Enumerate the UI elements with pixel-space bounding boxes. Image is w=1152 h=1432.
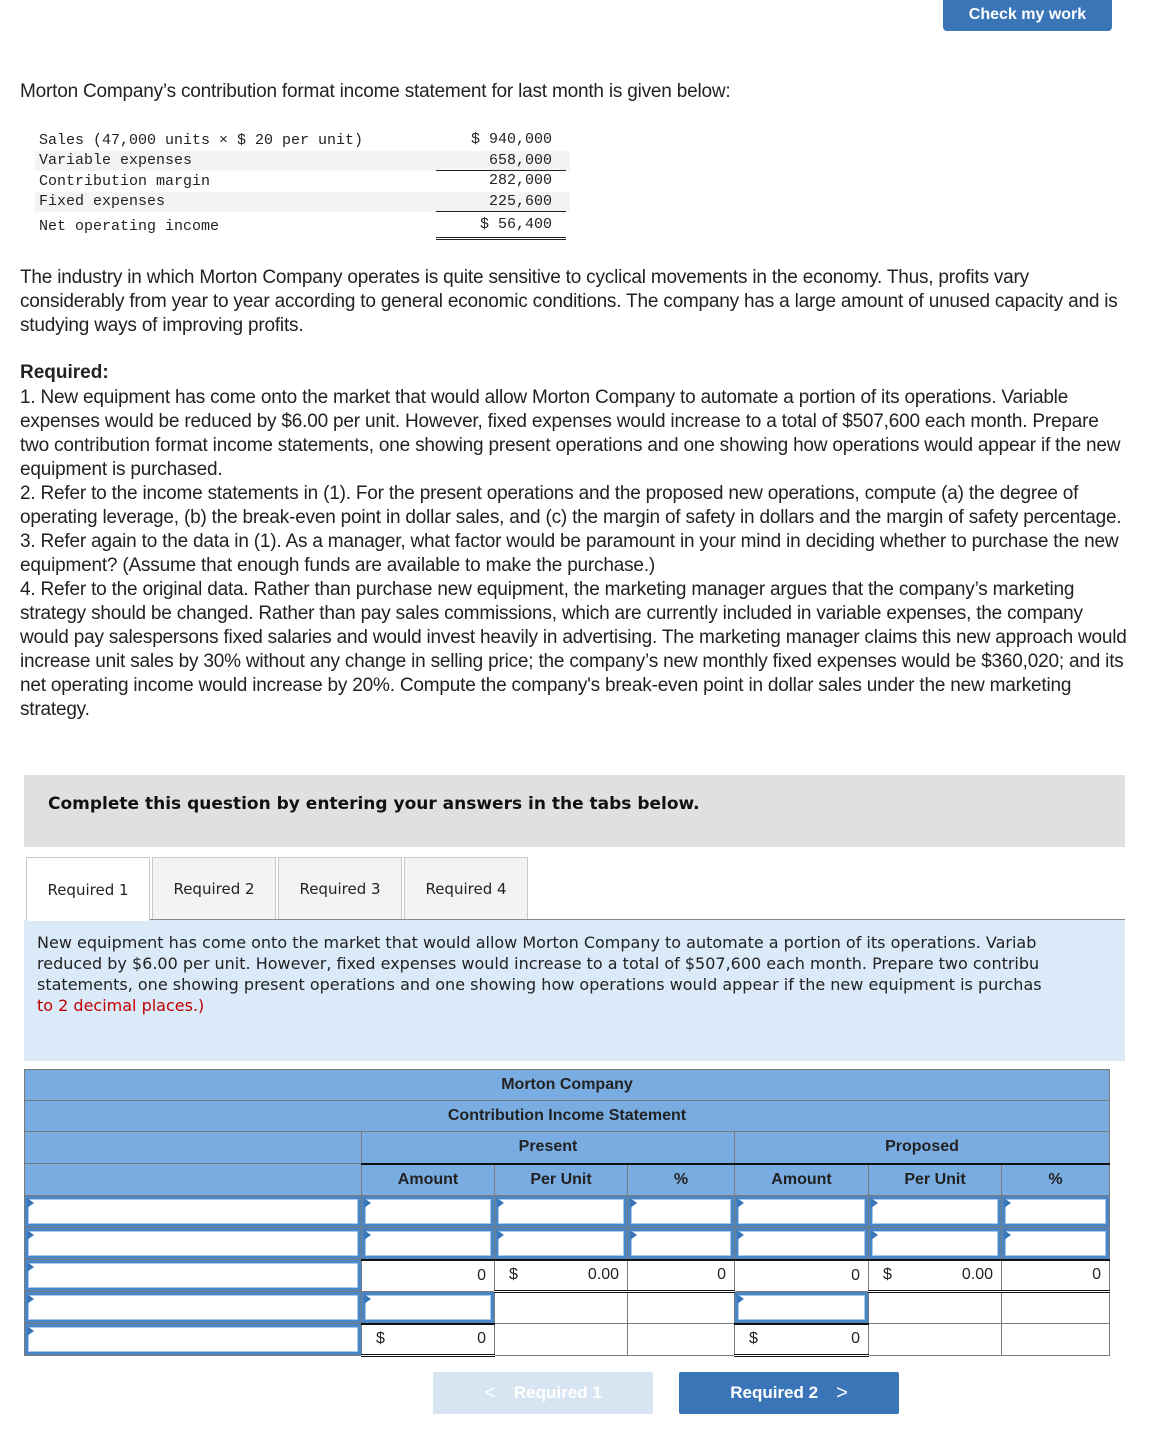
industry-paragraph: The industry in which Morton Company operates is quite sensitive to cyclical movements in the economy. Thus, profits vary considerably from year to year according to general economic conditions. The company has a large amount of unused capacity and is studying ways of improving profits. bbox=[20, 267, 1118, 336]
instructions-panel bbox=[24, 920, 1125, 1061]
company-name-header: Morton Company bbox=[25, 1070, 1110, 1101]
empty-cell bbox=[1002, 1292, 1110, 1324]
line-item-label-input[interactable] bbox=[25, 1292, 361, 1323]
empty-cell bbox=[495, 1324, 628, 1356]
present-amount-input[interactable] bbox=[362, 1292, 494, 1323]
empty-cell bbox=[869, 1324, 1002, 1356]
proposed-per-unit-value: $ 0.00 bbox=[883, 1266, 993, 1284]
table-row bbox=[25, 1324, 1110, 1356]
present-amount-input[interactable] bbox=[362, 1228, 494, 1259]
tab-required-4[interactable]: Required 4 bbox=[404, 857, 528, 920]
present-group-header: Present bbox=[362, 1132, 735, 1164]
proposed-amount-input[interactable] bbox=[735, 1292, 868, 1323]
proposed-amount-input[interactable] bbox=[735, 1196, 868, 1227]
tab-required-2[interactable]: Required 2 bbox=[152, 857, 276, 920]
proposed-net-income-value: $ 0 bbox=[749, 1330, 860, 1348]
complete-question-text: Complete this question by entering your answers in the tabs below. bbox=[48, 794, 700, 814]
dollar-sign: $ bbox=[509, 1266, 518, 1284]
proposed-per-unit-input[interactable] bbox=[869, 1228, 1001, 1259]
dollar-sign: $ bbox=[749, 1330, 758, 1348]
label-column-header bbox=[25, 1132, 362, 1164]
present-per-unit-header: Per Unit bbox=[495, 1164, 628, 1196]
statement-row-fixed-expenses bbox=[35, 192, 570, 213]
present-percent-header: % bbox=[628, 1164, 735, 1196]
empty-cell bbox=[628, 1292, 735, 1324]
income-statement-worksheet bbox=[24, 1069, 1110, 1357]
table-row bbox=[25, 1228, 1110, 1260]
statement-value: 282,000 bbox=[488, 172, 552, 189]
proposed-percent-header: % bbox=[1002, 1164, 1110, 1196]
dollar-sign: $ bbox=[883, 1266, 892, 1284]
statement-value: 225,600 bbox=[436, 192, 566, 213]
empty-cell bbox=[1002, 1324, 1110, 1356]
instructions-rounding-note: to 2 decimal places.) bbox=[37, 996, 205, 1015]
intro-text: Morton Company’s contribution format income statement for last month is given below: bbox=[20, 81, 731, 102]
chevron-left-icon: < bbox=[484, 1381, 496, 1404]
required-item-3: 3. Refer again to the data in (1). As a manager, what factor would be paramount in your mind in deciding whether to purchase the new equipment? (Assume that enough funds are available to make the purchase.) bbox=[20, 531, 1119, 576]
statement-title-header: Contribution Income Statement bbox=[25, 1101, 1110, 1132]
statement-value: 658,000 bbox=[436, 151, 566, 172]
check-my-work-button[interactable]: Check my work bbox=[943, 0, 1112, 31]
instructions-line: reduced by $6.00 per unit. However, fixed expenses would increase to a total of $507,600 each month. Prepare two contribu bbox=[37, 954, 1040, 973]
statement-row-contribution-margin bbox=[35, 171, 570, 192]
present-per-unit-input[interactable] bbox=[495, 1228, 627, 1259]
present-amount-input[interactable] bbox=[362, 1196, 494, 1227]
present-net-income-value: $ 0 bbox=[376, 1330, 486, 1348]
empty-cell bbox=[869, 1292, 1002, 1324]
statement-value: $ 940,000 bbox=[470, 131, 552, 148]
original-income-statement bbox=[35, 130, 570, 240]
statement-label: Contribution margin bbox=[39, 172, 211, 190]
table-row bbox=[25, 1196, 1110, 1228]
required-heading: Required: bbox=[20, 362, 109, 383]
proposed-amount-input[interactable] bbox=[735, 1228, 868, 1259]
instructions-text bbox=[37, 932, 1125, 1016]
instructions-line: statements, one showing present operations and one showing how operations would appear if the new equipment is purchas bbox=[37, 975, 1042, 994]
empty-cell bbox=[495, 1292, 628, 1324]
required-item-1: 1. New equipment has come onto the market that would allow Morton Company to automate a portion of its operations. Variable expenses would be reduced by $6.00 per unit. However, fixed expenses would increase to a total of $507,600 each month. Prepare two contribution format income statements, one showing present operations and one showing how operations would appear if the new equipment is purchased. bbox=[20, 387, 1121, 480]
proposed-percent-input[interactable] bbox=[1002, 1196, 1109, 1227]
statement-value: $ 56,400 bbox=[436, 212, 566, 240]
previous-tab-button bbox=[433, 1372, 653, 1414]
proposed-group-header: Proposed bbox=[735, 1132, 1110, 1164]
present-per-unit-input[interactable] bbox=[495, 1196, 627, 1227]
line-item-label-input[interactable] bbox=[25, 1228, 361, 1259]
empty-cell bbox=[628, 1324, 735, 1356]
instructions-line: New equipment has come onto the market that would allow Morton Company to automate a portion of its operations. Variab bbox=[37, 933, 1037, 952]
table-row bbox=[25, 1292, 1110, 1324]
requirement-tabs bbox=[26, 857, 530, 920]
required-item-2: 2. Refer to the income statements in (1). For the present operations and the proposed new operations, compute (a) the degree of operating leverage, (b) the break-even point in dollar sales, and (c) the margin of safety in dollars and the margin of safety percentage. bbox=[20, 483, 1122, 528]
present-percent-value: 0 bbox=[717, 1266, 726, 1284]
statement-row-sales bbox=[35, 130, 570, 151]
previous-tab-label: Required 1 bbox=[513, 1383, 602, 1402]
present-amount-value: 0 bbox=[477, 1266, 486, 1284]
required-item-4: 4. Refer to the original data. Rather than purchase new equipment, the marketing manager argues that the company’s marketing strategy should be changed. Rather than pay sales commissions, which are currently included in variable expenses, the company would pay salespersons fixed salaries and would invest heavily in advertising. The marketing manager claims this new approach would increase unit sales by 30% without any change in selling price; the company’s new monthly fixed expenses would be $360,020; and its net operating income would increase by 20%. Compute the company's break-even point in dollar sales under the new marketing strategy. bbox=[20, 579, 1127, 720]
label-column-header bbox=[25, 1164, 362, 1196]
dollar-sign: $ bbox=[376, 1330, 385, 1348]
statement-row-net-operating-income bbox=[35, 212, 570, 240]
proposed-per-unit-input[interactable] bbox=[869, 1196, 1001, 1227]
statement-label: Variable expenses bbox=[39, 152, 193, 170]
table-row bbox=[25, 1260, 1110, 1292]
statement-label: Fixed expenses bbox=[39, 193, 166, 211]
present-percent-input[interactable] bbox=[628, 1228, 734, 1259]
required-list bbox=[20, 386, 1130, 722]
statement-label: Net operating income bbox=[39, 217, 220, 235]
next-tab-button[interactable] bbox=[679, 1372, 899, 1414]
present-amount-header: Amount bbox=[362, 1164, 495, 1196]
proposed-amount-header: Amount bbox=[735, 1164, 869, 1196]
present-percent-input[interactable] bbox=[628, 1196, 734, 1227]
tab-required-1[interactable]: Required 1 bbox=[26, 857, 150, 921]
next-tab-label: Required 2 bbox=[730, 1383, 819, 1402]
line-item-label-input[interactable] bbox=[25, 1324, 361, 1355]
proposed-percent-value: 0 bbox=[1092, 1266, 1101, 1284]
present-per-unit-value: $ 0.00 bbox=[509, 1266, 619, 1284]
line-item-label-input[interactable] bbox=[25, 1196, 361, 1227]
proposed-amount-value: 0 bbox=[851, 1266, 860, 1284]
proposed-per-unit-header: Per Unit bbox=[869, 1164, 1002, 1196]
complete-question-banner bbox=[24, 775, 1125, 847]
line-item-label-input[interactable] bbox=[25, 1260, 361, 1291]
chevron-right-icon: > bbox=[836, 1381, 848, 1404]
tab-required-3[interactable]: Required 3 bbox=[278, 857, 402, 920]
statement-label: Sales (47,000 units × $ 20 per unit) bbox=[39, 131, 364, 149]
proposed-percent-input[interactable] bbox=[1002, 1228, 1109, 1259]
statement-row-variable-expenses bbox=[35, 151, 570, 172]
